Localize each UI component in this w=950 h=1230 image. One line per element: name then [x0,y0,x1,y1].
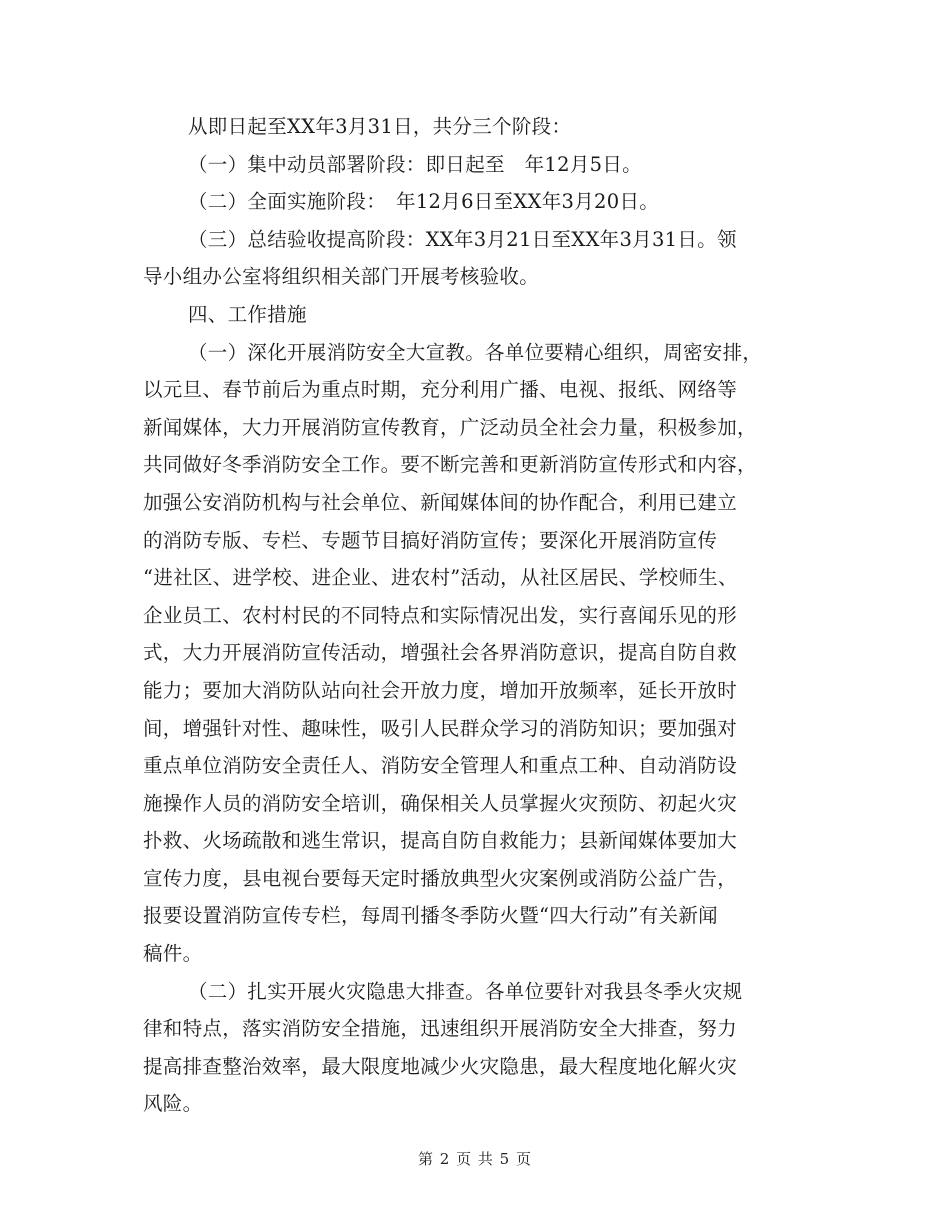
text-line: 以元旦、春节前后为重点时期，充分利用广播、电视、报纸、网络等 [143,378,738,402]
text-line: 扑救、火场疏散和逃生常识，提高自防自救能力；县新闻媒体要加大 [143,829,738,853]
text-line: 提高排查整治效率，最大限度地减少火灾隐患，最大程度地化解火灾 [143,1054,738,1078]
text-line: 导小组办公室将组织相关部门开展考核验收。 [143,265,540,289]
section-heading: 四、工作措施 [188,302,307,326]
document-body [143,108,805,1123]
text-line: 新闻媒体，大力开展消防宣传教育，广泛动员全社会力量，积极参加， [143,415,757,439]
text-line: 律和特点，落实消防安全措施，迅速组织开展消防安全大排查，努力 [143,1017,738,1041]
text-line: 式，大力开展消防宣传活动，增强社会各界消防意识，提高自防自救 [143,641,738,665]
text-line: 共同做好冬季消防安全工作。要不断完善和更新消防宣传形式和内容， [143,453,757,477]
text-line: 报要设置消防宣传专栏，每周刊播冬季防火暨“四大行动”有关新闻 [143,904,718,928]
text-line: 重点单位消防安全责任人、消防安全管理人和重点工种、自动消防设 [143,754,738,778]
text-line: （三）总结验收提高阶段：XX年3月21日至XX年3月31日。领 [188,227,737,251]
text-line: （一）深化开展消防安全大宣教。各单位要精心组织，周密安排， [188,340,763,364]
text-line: 加强公安消防机构与社会单位、新闻媒体间的协作配合，利用已建立 [143,490,738,514]
text-line: （二）全面实施阶段： 年12月6日至XX年3月20日。 [188,190,660,214]
text-line: 从即日起至XX年3月31日，共分三个阶段： [188,115,572,138]
text-line: 稿件。 [143,942,203,966]
text-line: （二）扎实开展火灾隐患大排查。各单位要针对我县冬季火灾规 [188,979,743,1003]
text-line: 企业员工、农村村民的不同特点和实际情况出发，实行喜闻乐见的形 [143,603,738,627]
text-line: 的消防专版、专栏、专题节目搞好消防宣传；要深化开展消防宣传 [143,528,718,552]
text-line: “进社区、进学校、进企业、进农村”活动，从社区居民、学校师生、 [143,566,738,590]
text-line: 宣传力度，县电视台要每天定时播放典型火灾案例或消防公益广告， [143,866,738,890]
page-number-footer: 第 2 页 共 5 页 [418,1150,532,1168]
text-line: （一）集中动员部署阶段：即日起至 年12月5日。 [188,152,642,176]
text-line: 施操作人员的消防安全培训，确保相关人员掌握火灾预防、初起火灾 [143,791,738,815]
text-line: 风险。 [143,1092,203,1116]
text-line: 间，增强针对性、趣味性，吸引人民群众学习的消防知识；要加强对 [143,716,738,740]
text-line: 能力；要加大消防队站向社会开放力度，增加开放频率，延长开放时 [143,678,738,702]
